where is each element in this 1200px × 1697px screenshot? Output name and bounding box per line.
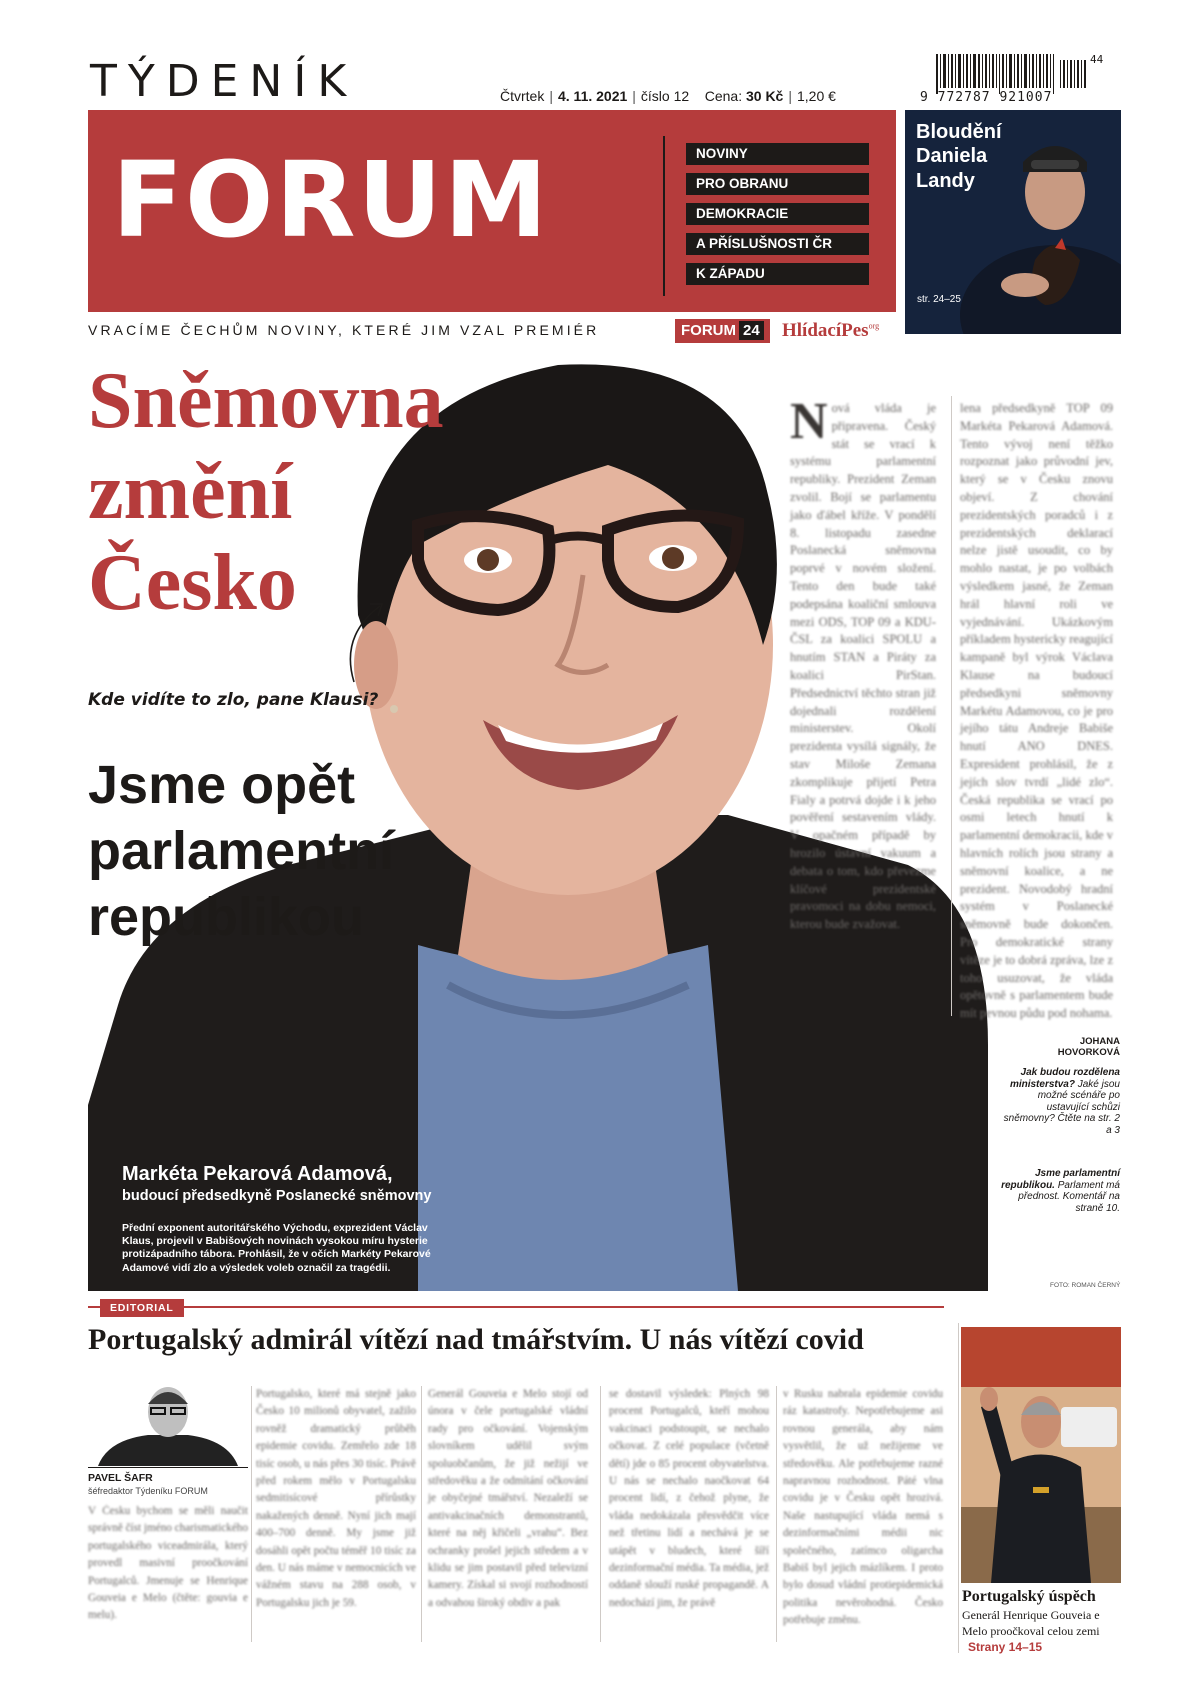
slogan: VRACÍME ČECHŮM NOVINY, KTERÉ JIM VZAL PREMIÉR [88, 322, 600, 338]
author-photo [88, 1380, 248, 1466]
hlidacipes-label: HlídacíPes [782, 320, 869, 341]
headline-black-line-2: parlamentní [88, 821, 395, 881]
article-column-2: lena předsedkyně TOP 09 Markéta Pekarová Adamová. Tento vývoj není těžko rozpoznat jako průvodní jev, který se v Česku znovu objeví. Z chování prezidentských poradců i z prezidentských deklarací nelze jistě usoudit, co by mohlo nastat, je po volbách výsledkem jasné, že Zeman hrál hlavní roli ve vyjednávání. Ukázkovým příkladem hystericky reagující kampaně byl výrok Václava Klause na budoucí předsedkyni sněmovny Markétu Adamovou, co je pro jejího tátu Andreje Babiše hnutí ANO DNES. Expresident prohlásil, že z jejích slov tvrdí „lidé zlo“. Česká republika se vrací po osmi letech hnutí k parlamentní demokracii, kde v hlavních rolích jsou strany a sněmovní koalice, a ne prezident. Novodobý hradní systém v Poslanecké sněmovně bude dokončen. Pro demokratické strany vítěze je to dobrá zpráva, lze z toho usuzovat, že vláda opětovně s parlamentem bude mít pevnou půdu pod nohama. [960, 401, 1113, 1021]
aside-teaser-2[interactable] [1000, 1168, 1120, 1214]
side-story-photo [961, 1327, 1121, 1583]
editorial-column-3: se dostavil výsledek: Plných 98 procent Portugalců, kteří mohou vakcinaci podstoupit, se nechalo očkovat. Z celé populace (včetně dětí) jde o 85 procent obyvatelstva. U nás se nechalo naočkovat 64 procent lidí, z čehož plyne, že vláda nedokázala přesvědčit více než třetinu lidí a nechává je se utápět v bludech, které šíří dezinformační média. Ta média, jež oddaně slouží ruské propagandě. A nedochází jim, že právě [609, 1388, 769, 1609]
caption-role: budoucí předsedkyně Poslanecké sněmovny [122, 1188, 432, 1204]
forum-logo[interactable]: FORUM [112, 139, 550, 261]
column-divider [951, 396, 952, 1016]
aside-2-heading: Jsme parlamentní republikou. [1001, 1168, 1120, 1191]
side-story-pages-link[interactable]: Strany 14–15 [968, 1640, 1043, 1654]
tagline-line-5: K ZÁPADU [686, 263, 869, 285]
logo-divider [663, 136, 665, 296]
kicker: TÝDENÍK [90, 56, 358, 107]
hlidacipes-logo[interactable] [782, 320, 879, 342]
issue-info: Čtvrtek | 4. 11. 2021 | číslo 12 Cena: 30 Kč | 1,20 € [500, 88, 836, 104]
issue-number: číslo 12 [640, 88, 690, 104]
headline-red[interactable] [88, 356, 444, 629]
side-story-subtitle: Generál Henrique Gouveia e Melo proočkoval celou zemi [962, 1608, 1100, 1638]
aside-1-question: Jak budou rozdělena ministerstva? [1009, 1067, 1120, 1090]
editorial-divider [421, 1386, 422, 1642]
article-author [1030, 1036, 1120, 1058]
forum24-number: 24 [739, 321, 764, 340]
side-divider [958, 1323, 959, 1653]
tagline-line-1: NOVINY [686, 143, 869, 165]
tagline-line-2: PRO OBRANU [686, 173, 869, 195]
tagline-line-4: A PŘÍSLUŠNOSTI ČR [686, 233, 869, 255]
editorial-divider [600, 1386, 601, 1642]
promo-title[interactable]: Bloudění Daniela Landy [916, 121, 1002, 192]
editorial-column-0: V Česku bychom se měli naučit správně číst jméno charismatického portugalského viceadmirála, který provedl masivní proočkování Portugalců. Jmenuje se Henrique Gouveia e Melo (čtěte: gouvia e melu). [88, 1505, 248, 1622]
hlidacipes-sup: org [868, 321, 880, 331]
issue-day: Čtvrtek [500, 88, 545, 104]
caption-body: Přední exponent autoritářského Východu, exprezident Václav Klaus, projevil v Babišových novinách vysokou míru hysterie protizápadního tábora. Prohlásil, že v očích Markéty Pekarové Adamové vidí zlo a výsledek voleb označil za tragédii. [122, 1222, 431, 1274]
aside-teaser-1[interactable] [1000, 1067, 1120, 1136]
price-eur: 1,20 € [796, 88, 836, 104]
headline-red-line-1: Sněmovna [88, 357, 444, 445]
author-rule [88, 1467, 248, 1468]
editorial-author-name: PAVEL ŠAFR [88, 1472, 153, 1484]
photo-credit: FOTO: ROMAN ČERNÝ [1050, 1282, 1121, 1289]
barcode-number: 9 772787 921007 [920, 90, 1053, 105]
forum24-logo[interactable] [675, 319, 770, 343]
author-first-name: JOHANA [1079, 1036, 1120, 1047]
issue-date: 4. 11. 2021 [557, 88, 628, 104]
editorial-column-1: Portugalsko, které má stejně jako Česko 10 milionů obyvatel, zažilo rovněž dramatický průběh epidemie covidu. Zemřelo zde 18 tisíc osob, u nás přes 30 tisíc. Právě před rokem mělo v Portugalsku sedmitisícové přírůstky nakažených denně. Nyní jich mají 400–700 denně. My jsme již dosáhli opět počtu téměř 10 tisíc za den. U nás máme v nemocnicích ve vážném stavu na 288 osob, v Portugalsku jich je 59. [256, 1388, 416, 1609]
editorial-author-role: šéfredaktor Týdeníku FORUM [88, 1486, 208, 1496]
editorial-rule [88, 1306, 944, 1308]
headline-black-line-1: Jsme opět [88, 755, 356, 815]
editorial-divider [776, 1386, 777, 1642]
editorial-column-2: Generál Gouveia e Melo stojí od února v čele portugalské vládní rady pro očkování. Vojenským slovníkem udělil svým spoluobčanům, že již nežijí ve středověku a že odmítání očkování je obyčejné tmářství. Nezaleží se antivakcinačních demonstrantů, které na něj křičeli „vrahu“. Bez ochranky prošel jejich středem a v klidu se jim postavil před televizní kamery. Získal si svojí rozhodností a odvahou široký obdiv a pak [428, 1388, 588, 1609]
handdrawn-arrow-icon [340, 596, 390, 686]
price-label: Cena: [704, 88, 743, 104]
editorial-tag: EDITORIAL [100, 1299, 184, 1317]
promo-pages: str. 24–25 [917, 294, 961, 305]
author-last-name: HOVORKOVÁ [1057, 1047, 1120, 1058]
tagline-line-3: DEMOKRACIE [686, 203, 869, 225]
forum24-label: FORUM [681, 322, 736, 339]
headline-red-line-2: změní [88, 448, 293, 536]
caption-name: Markéta Pekarová Adamová, [122, 1163, 393, 1185]
headline-black[interactable] [88, 752, 394, 950]
handwritten-quote: Kde vidíte to zlo, pane Klausi? [88, 690, 379, 710]
editorial-divider [251, 1386, 252, 1642]
dropcap: N [790, 393, 828, 450]
headline-black-line-3: republikou [88, 887, 365, 947]
side-story-title[interactable]: Portugalský úspěch [962, 1588, 1096, 1605]
editorial-title[interactable]: Portugalský admirál vítězí nad tmářstvím. U nás vítězí covid [88, 1323, 864, 1356]
headline-red-line-3: Česko [88, 539, 297, 627]
price-czk: 30 Kč [745, 88, 784, 104]
aside-2-text: Parlament má přednost. Komentář na straně 10. [1018, 1179, 1120, 1214]
editorial-column-4: v Rusku nabrala epidemie covidu ráz katastrofy. Nepotřebujeme asi rovnou generála, aby nám vysvětlil, že už nežijeme ve středověku. Ale potřebujeme razné napravnou rozhodnost. Páté vlna covidu je v Česku opět hrozivá. Naše nastupující vláda nemá s dezinformačními médii nic společného, zatímco oligarcha Babiš byl jejich mázlíkem. I proto bylo dosud vládní protiepidemická politika nevěrohodná. Česko potřebuje změnu. [783, 1388, 943, 1627]
barcode-addon: 44 [1090, 53, 1104, 66]
article-column-1 [790, 393, 936, 934]
aside-1-text: Jaké jsou možné scénáře po ustavující schůzi sněmovny? Čtěte na str. 2 a 3 [1003, 1078, 1120, 1136]
article-column-1-text: ová vláda je připravena. Český stát se vrací k systému parlamentní republiky. Prezident Zeman zvolil. Bojí se parlamentu jako ďábel kříže. V pondělí 8. listopadu zasedne Poslanecká sněmovna poprvé v novém složení. Tento den bude také podepsána koaliční smlouva mezi ODS, TOP 09 a KDU-ČSL za koalici SPOLU a hnutím STAN a Piráty za koalici PirStan. Předsednictví těchto stran již dojednali rozdělení ministerstev. Okolí prezidenta vysílá signály, že stav Miloše Zemana zkomplikuje přijetí Petra Fialy a potrvá dojde i k jeho pověření sestavením vlády. V opačném případě by hrozilo ústavní vakuum a debata o tom, kdo převezme klíčové prezidentské pravomoci na dobu nemoci, kterou bude zvažovat. [790, 401, 936, 932]
